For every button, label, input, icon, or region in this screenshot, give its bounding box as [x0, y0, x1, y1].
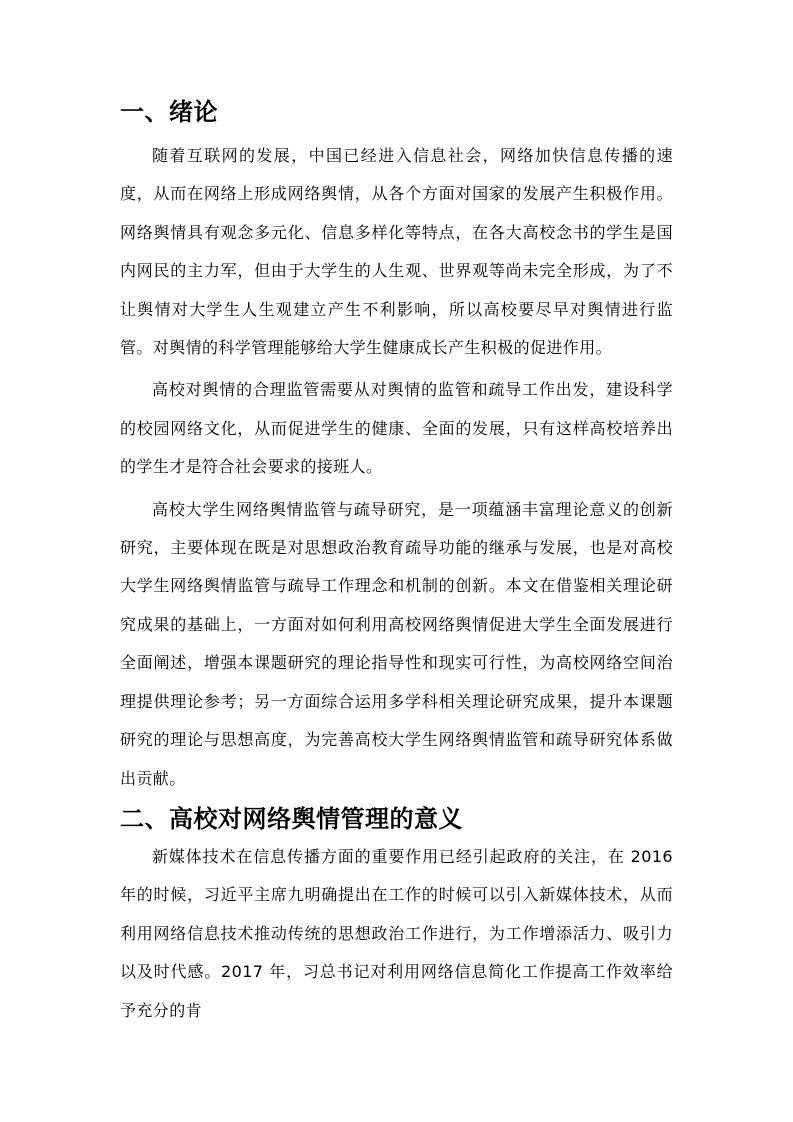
section-1-heading: 一、绪论	[120, 98, 218, 126]
section-1-paragraph-1: 随着互联网的发展，中国已经进入信息社会，网络加快信息传播的速度，从而在网络上形成网络舆情，从各个方面对国家的发展产生积极作用。网络舆情具有观念多元化、信息多样化等特点，在各大高校念书的学生是国内网民的主力军，但由于大学生的人生观、世界观等尚未完全形成，为了不让舆情对大学生人生观建立产生不利影响，所以高校要尽早对舆情进行监管。对舆情的科学管理能够给大学生健康成长产生积极的促进作用。	[120, 146, 673, 358]
section-1-paragraph-3: 高校大学生网络舆情监管与疏导研究，是一项蕴涵丰富理论意义的创新研究，主要体现在既是对思想政治教育疏导功能的继承与发展，也是对高校大学生网络舆情监管与疏导工作理念和机制的创新。本文在借鉴相关理论研究成果的基础上，一方面对如何利用高校网络舆情促进大学生全面发展进行全面阐述，增强本课题研究的理论指导性和现实可行性，为高校网络空间治理提供理论参考；另一方面综合运用多学科相关理论研究成果，提升本课题研究的理论与思想高度，为完善高校大学生网络舆情监管和疏导研究体系做出贡献。	[120, 499, 673, 788]
section-2-heading: 二、高校对网络舆情管理的意义	[120, 804, 463, 833]
section-1-paragraph-2: 高校对舆情的合理监管需要从对舆情的监管和疏导工作出发，建设科学的校园网络文化，从而促进学生的健康、全面的发展，只有这样高校培养出的学生才是符合社会要求的接班人。	[120, 380, 673, 477]
section-2-paragraph-1: 新媒体技术在信息传播方面的重要作用已经引起政府的关注，在 2016 年的时候，习近平主席九明确提出在工作的时候可以引入新媒体技术，从而利用网络信息技术推动传统的思想政治工作进行，为工作增添活力、吸引力以及时代感。2017 年，习总书记对利用网络信息简化工作提高工作效率给予充分的肯	[120, 846, 673, 1020]
